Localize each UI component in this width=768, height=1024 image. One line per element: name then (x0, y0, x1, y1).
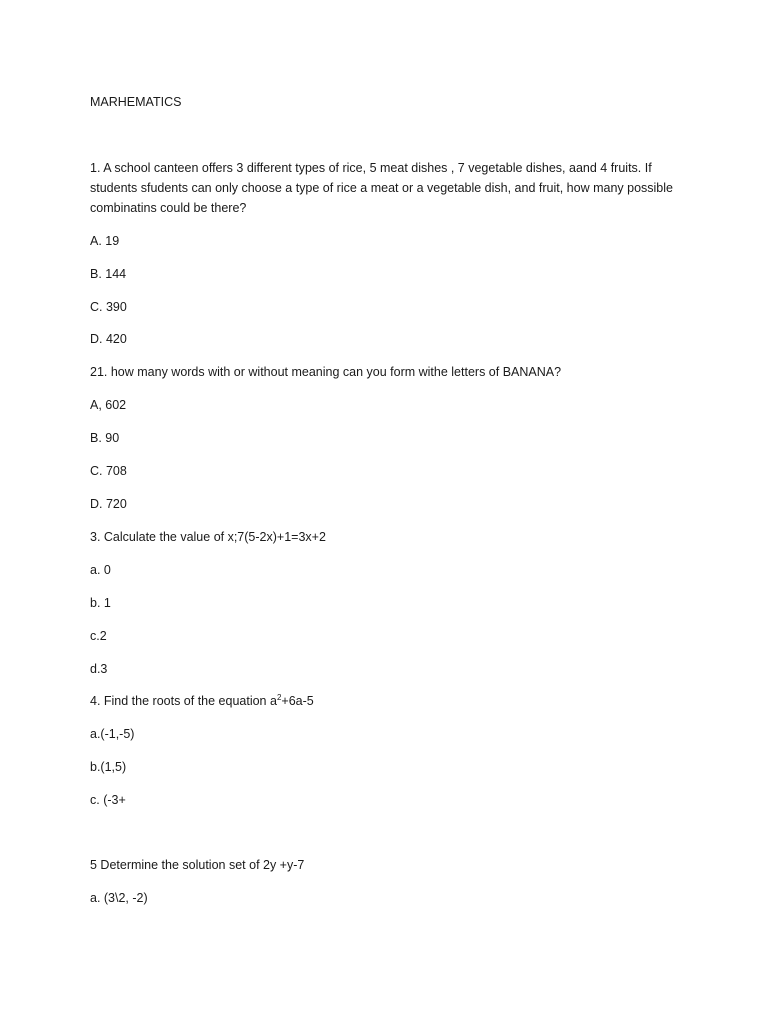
question-5-option-a: a. (3\2, -2) (90, 891, 148, 905)
question-3-text: 3. Calculate the value of x;7(5-2x)+1=3x+2 (90, 530, 326, 544)
question-3-option-d: d.3 (90, 662, 108, 676)
document-title: MARHEMATICS (90, 95, 182, 109)
question-3-option-c: c.2 (90, 629, 107, 643)
question-5-text: 5 Determine the solution set of 2y +y-7 (90, 858, 305, 872)
question-4-option-c: c. (-3+ (90, 793, 126, 807)
question-2-option-c: C. 708 (90, 464, 127, 478)
question-4-option-a: a.(-1,-5) (90, 727, 135, 741)
question-2-option-a: A, 602 (90, 398, 127, 412)
question-1-option-d: D. 420 (90, 332, 127, 346)
question-2-option-b: B. 90 (90, 431, 120, 445)
question-1-text: 1. A school canteen offers 3 different types of rice, 5 meat dishes , 7 vegetable dishes, aand 4 fruits. If students sfudents can only choose a type of rice a meat or a vegetable dish, and fruit, how many possible combinatins could be there? (90, 161, 673, 215)
question-4-option-b: b.(1,5) (90, 760, 127, 774)
question-4-superscript: 2 (276, 693, 282, 702)
question-1-option-b: B. 144 (90, 267, 127, 281)
question-4-text (90, 691, 314, 711)
question-3-option-a: a. 0 (90, 563, 111, 577)
question-4-text-before: 4. Find the roots of the equation a (90, 694, 277, 708)
question-1-option-a: A. 19 (90, 234, 120, 248)
question-2-option-d: D. 720 (90, 497, 127, 511)
question-2-text: 21. how many words with or without meaning can you form withe letters of BANANA? (90, 365, 562, 379)
question-3-option-b: b. 1 (90, 596, 111, 610)
question-1-option-c: C. 390 (90, 300, 127, 314)
question-4-text-after: +6a-5 (281, 694, 314, 708)
